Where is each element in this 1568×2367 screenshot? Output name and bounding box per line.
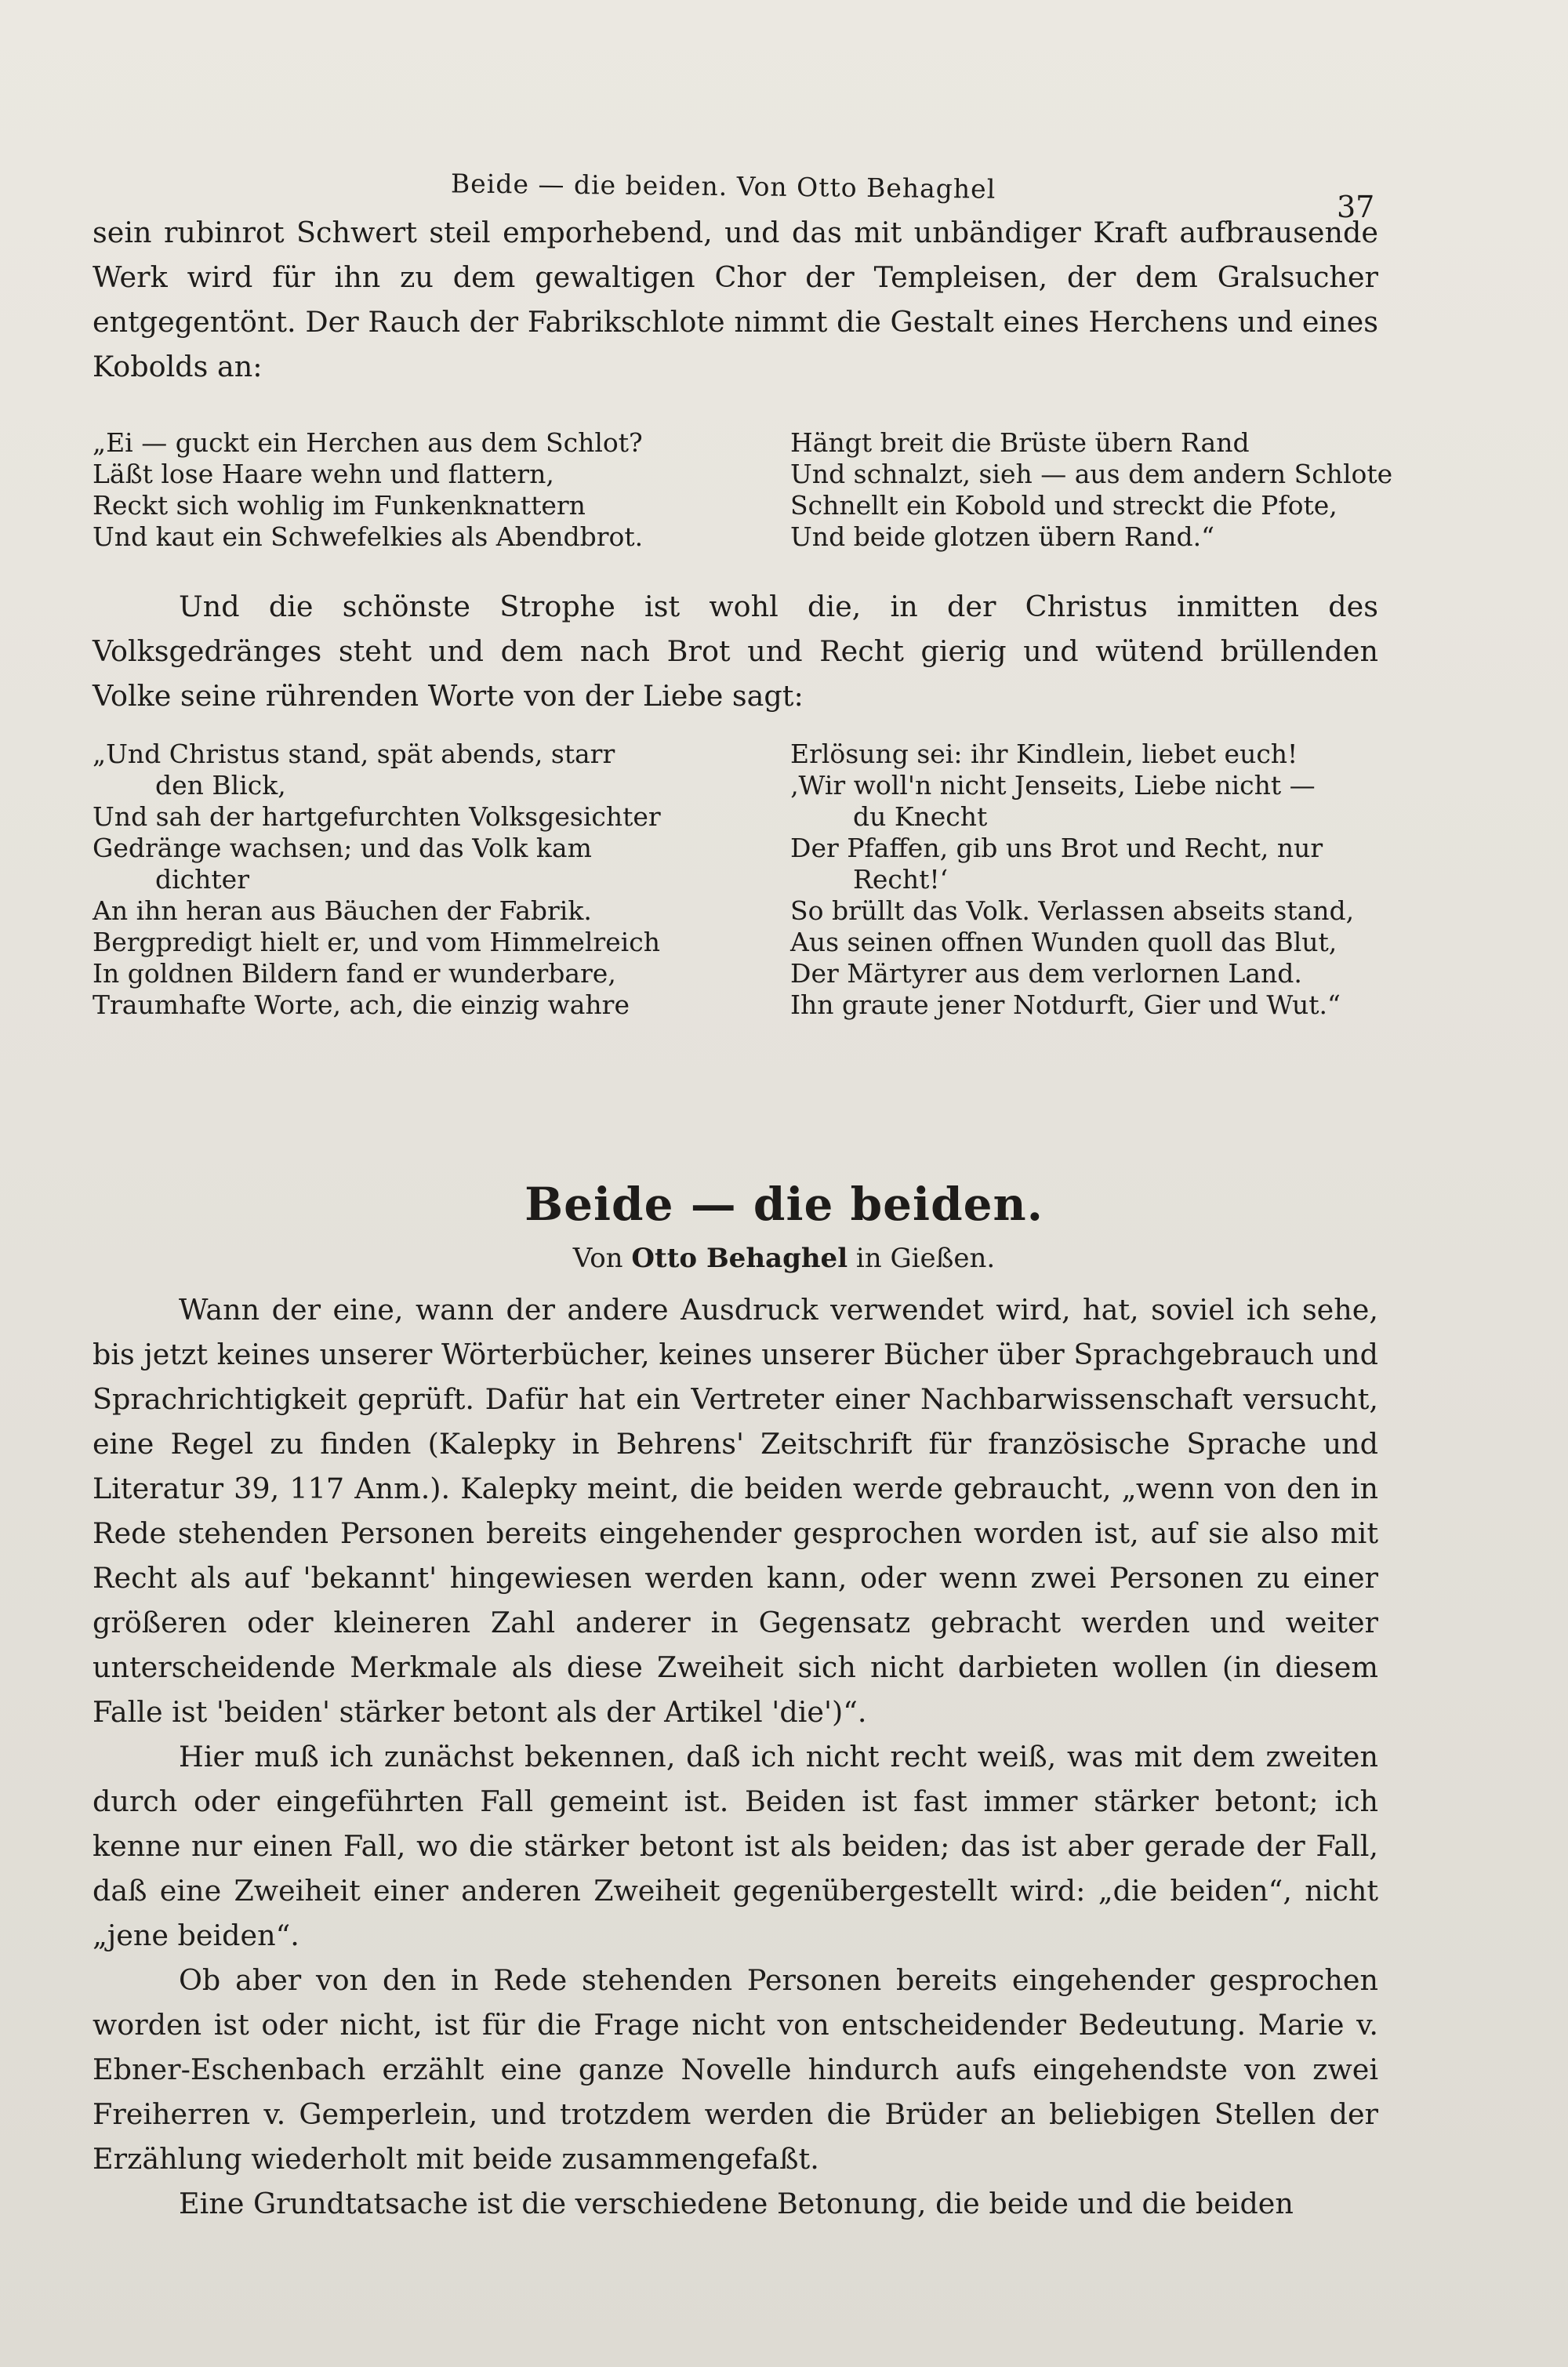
transition-block <box>93 584 1378 718</box>
byline-prefix: Von <box>572 1243 623 1274</box>
poem-christus <box>93 739 1386 1021</box>
poem-herchen-kobold <box>93 427 1393 553</box>
poem-line: Traumhafte Worte, ach, die einzig wahre <box>93 989 630 1020</box>
poem-line: Reckt sich wohlig im Funkenknattern <box>93 490 586 521</box>
poem-line: Läßt lose Haare wehn und flattern, <box>93 459 554 489</box>
article-byline <box>0 1243 1568 1274</box>
poem-line: „Ei — guckt ein Herchen aus dem Schlot? <box>93 427 643 458</box>
poem-line: Aus seinen offnen Wunden quoll das Blut, <box>790 927 1338 957</box>
article-paragraph: Hier muß ich zunächst bekennen, daß ich nicht recht weiß, was mit dem zweiten durch oder eingeführten Fall gemeint ist. Beiden ist fast immer stärker betont; ich kenne nur einen Fall, wo die stärker betont ist als beiden; das ist aber gerade der Fall, daß eine Zweiheit einer anderen Zweiheit gegenübergestellt wird: „die beiden“, nicht „jene beiden“. <box>93 1740 1378 1952</box>
intro-paragraph: sein rubinrot Schwert steil emporhebend, und das mit unbändiger Kraft aufbrausende Werk wird für ihn zu dem gewaltigen Chor der Templeisen, der dem Gralsucher entgegentönt. Der Rauch der Fabrikschlote nimmt die Gestalt eines Herchens und eines Kobolds an: <box>93 216 1378 383</box>
poem-line: ‚Wir woll'n nicht Jenseits, Liebe nicht — <box>790 770 1316 800</box>
poem-line: du Knecht <box>853 801 988 832</box>
poem-line: Gedränge wachsen; und das Volk kam <box>93 833 592 863</box>
poem-line: „Und Christus stand, spät abends, starr <box>93 739 615 769</box>
poem-line: Hängt breit die Brüste übern Rand <box>790 427 1250 458</box>
poem-line: So brüllt das Volk. Verlassen abseits stand, <box>790 895 1355 926</box>
poem-line: Und beide glotzen übern Rand.“ <box>790 521 1214 552</box>
poem-line: Und kaut ein Schwefelkies als Abendbrot. <box>93 521 644 552</box>
poem-line: In goldnen Bildern fand er wunderbare, <box>93 958 616 989</box>
page-number: 37 <box>1337 190 1375 224</box>
poem-line: Und schnalzt, sieh — aus dem andern Schlote <box>790 459 1393 489</box>
intro-block <box>93 210 1378 389</box>
article-paragraph: Wann der eine, wann der andere Ausdruck verwendet wird, hat, soviel ich sehe, bis jetzt keines unserer Wörterbücher, keines unserer Bücher über Sprachgebrauch und Sprachrichtigkeit geprüft. Dafür hat ein Vertreter einer Nachbarwissenschaft versucht, eine Regel zu finden (Kalepky in Behrens' Zeitschrift für französische Sprache und Literatur 39, 117 Anm.). Kalepky meint, die beiden werde gebraucht, „wenn von den in Rede stehenden Personen bereits eingehender gesprochen worden ist, auf sie also mit Recht als auf 'bekannt' hingewiesen werden kann, oder wenn zwei Personen zu einer größeren oder kleineren Zahl anderer in Gegensatz gebracht werden und weiter unterscheidende Merkmale als diese Zweiheit sich nicht darbieten wollen (in diesem Falle ist 'beiden' stärker betont als der Artikel 'die')“. <box>93 1293 1378 1729</box>
poem-line: Der Märtyrer aus dem verlornen Land. <box>790 958 1302 989</box>
poem2-left-column <box>93 739 696 1021</box>
byline-suffix: in Gießen. <box>855 1243 996 1274</box>
article-paragraph: Eine Grundtatsache ist die verschiedene Betonung, die beide und die beiden <box>179 2187 1294 2220</box>
poem1-left-column <box>93 427 696 553</box>
poem-line: Schnellt ein Kobold und streckt die Pfote, <box>790 490 1338 521</box>
article-body <box>93 1287 1378 2226</box>
poem-line: Erlösung sei: ihr Kindlein, liebet euch! <box>790 739 1298 769</box>
poem-line: Ihn graute jener Notdurft, Gier und Wut.“ <box>790 989 1341 1020</box>
transition-paragraph: Und die schönste Strophe ist wohl die, in der Christus inmitten des Volksgedränges steht und dem nach Brot und Recht gierig und wütend brüllenden Volke seine rührenden Worte von der Liebe sagt: <box>93 590 1378 713</box>
poem1-right-column <box>790 427 1393 553</box>
poem-line: Bergpredigt hielt er, und vom Himmelreich <box>93 927 660 957</box>
poem-line: dichter <box>155 864 249 895</box>
byline-author: Otto Behaghel <box>631 1243 848 1274</box>
poem-line: An ihn heran aus Bäuchen der Fabrik. <box>93 895 592 926</box>
poem2-right-column <box>790 739 1386 1021</box>
poem-line: Der Pfaffen, gib uns Brot und Recht, nur <box>790 833 1323 863</box>
poem-line: Recht!‘ <box>853 864 949 895</box>
article-paragraph: Ob aber von den in Rede stehenden Personen bereits eingehender gesprochen worden ist oder nicht, ist für die Frage nicht von entscheidender Bedeutung. Marie v. Ebner-Eschenbach erzählt eine ganze Novelle hindurch aufs eingehendste von zwei Freiherren v. Gemperlein, und trotzdem werden die Brüder an beliebigen Stellen der Erzählung wiederholt mit beide zusammengefaßt. <box>93 1963 1378 2176</box>
poem-line: den Blick, <box>155 770 286 800</box>
article-title: Beide — die beiden. <box>524 1178 1044 1231</box>
running-head: Beide — die beiden. Von Otto Behaghel <box>450 168 996 205</box>
poem-line: Und sah der hartgefurchten Volksgesichter <box>93 801 661 832</box>
